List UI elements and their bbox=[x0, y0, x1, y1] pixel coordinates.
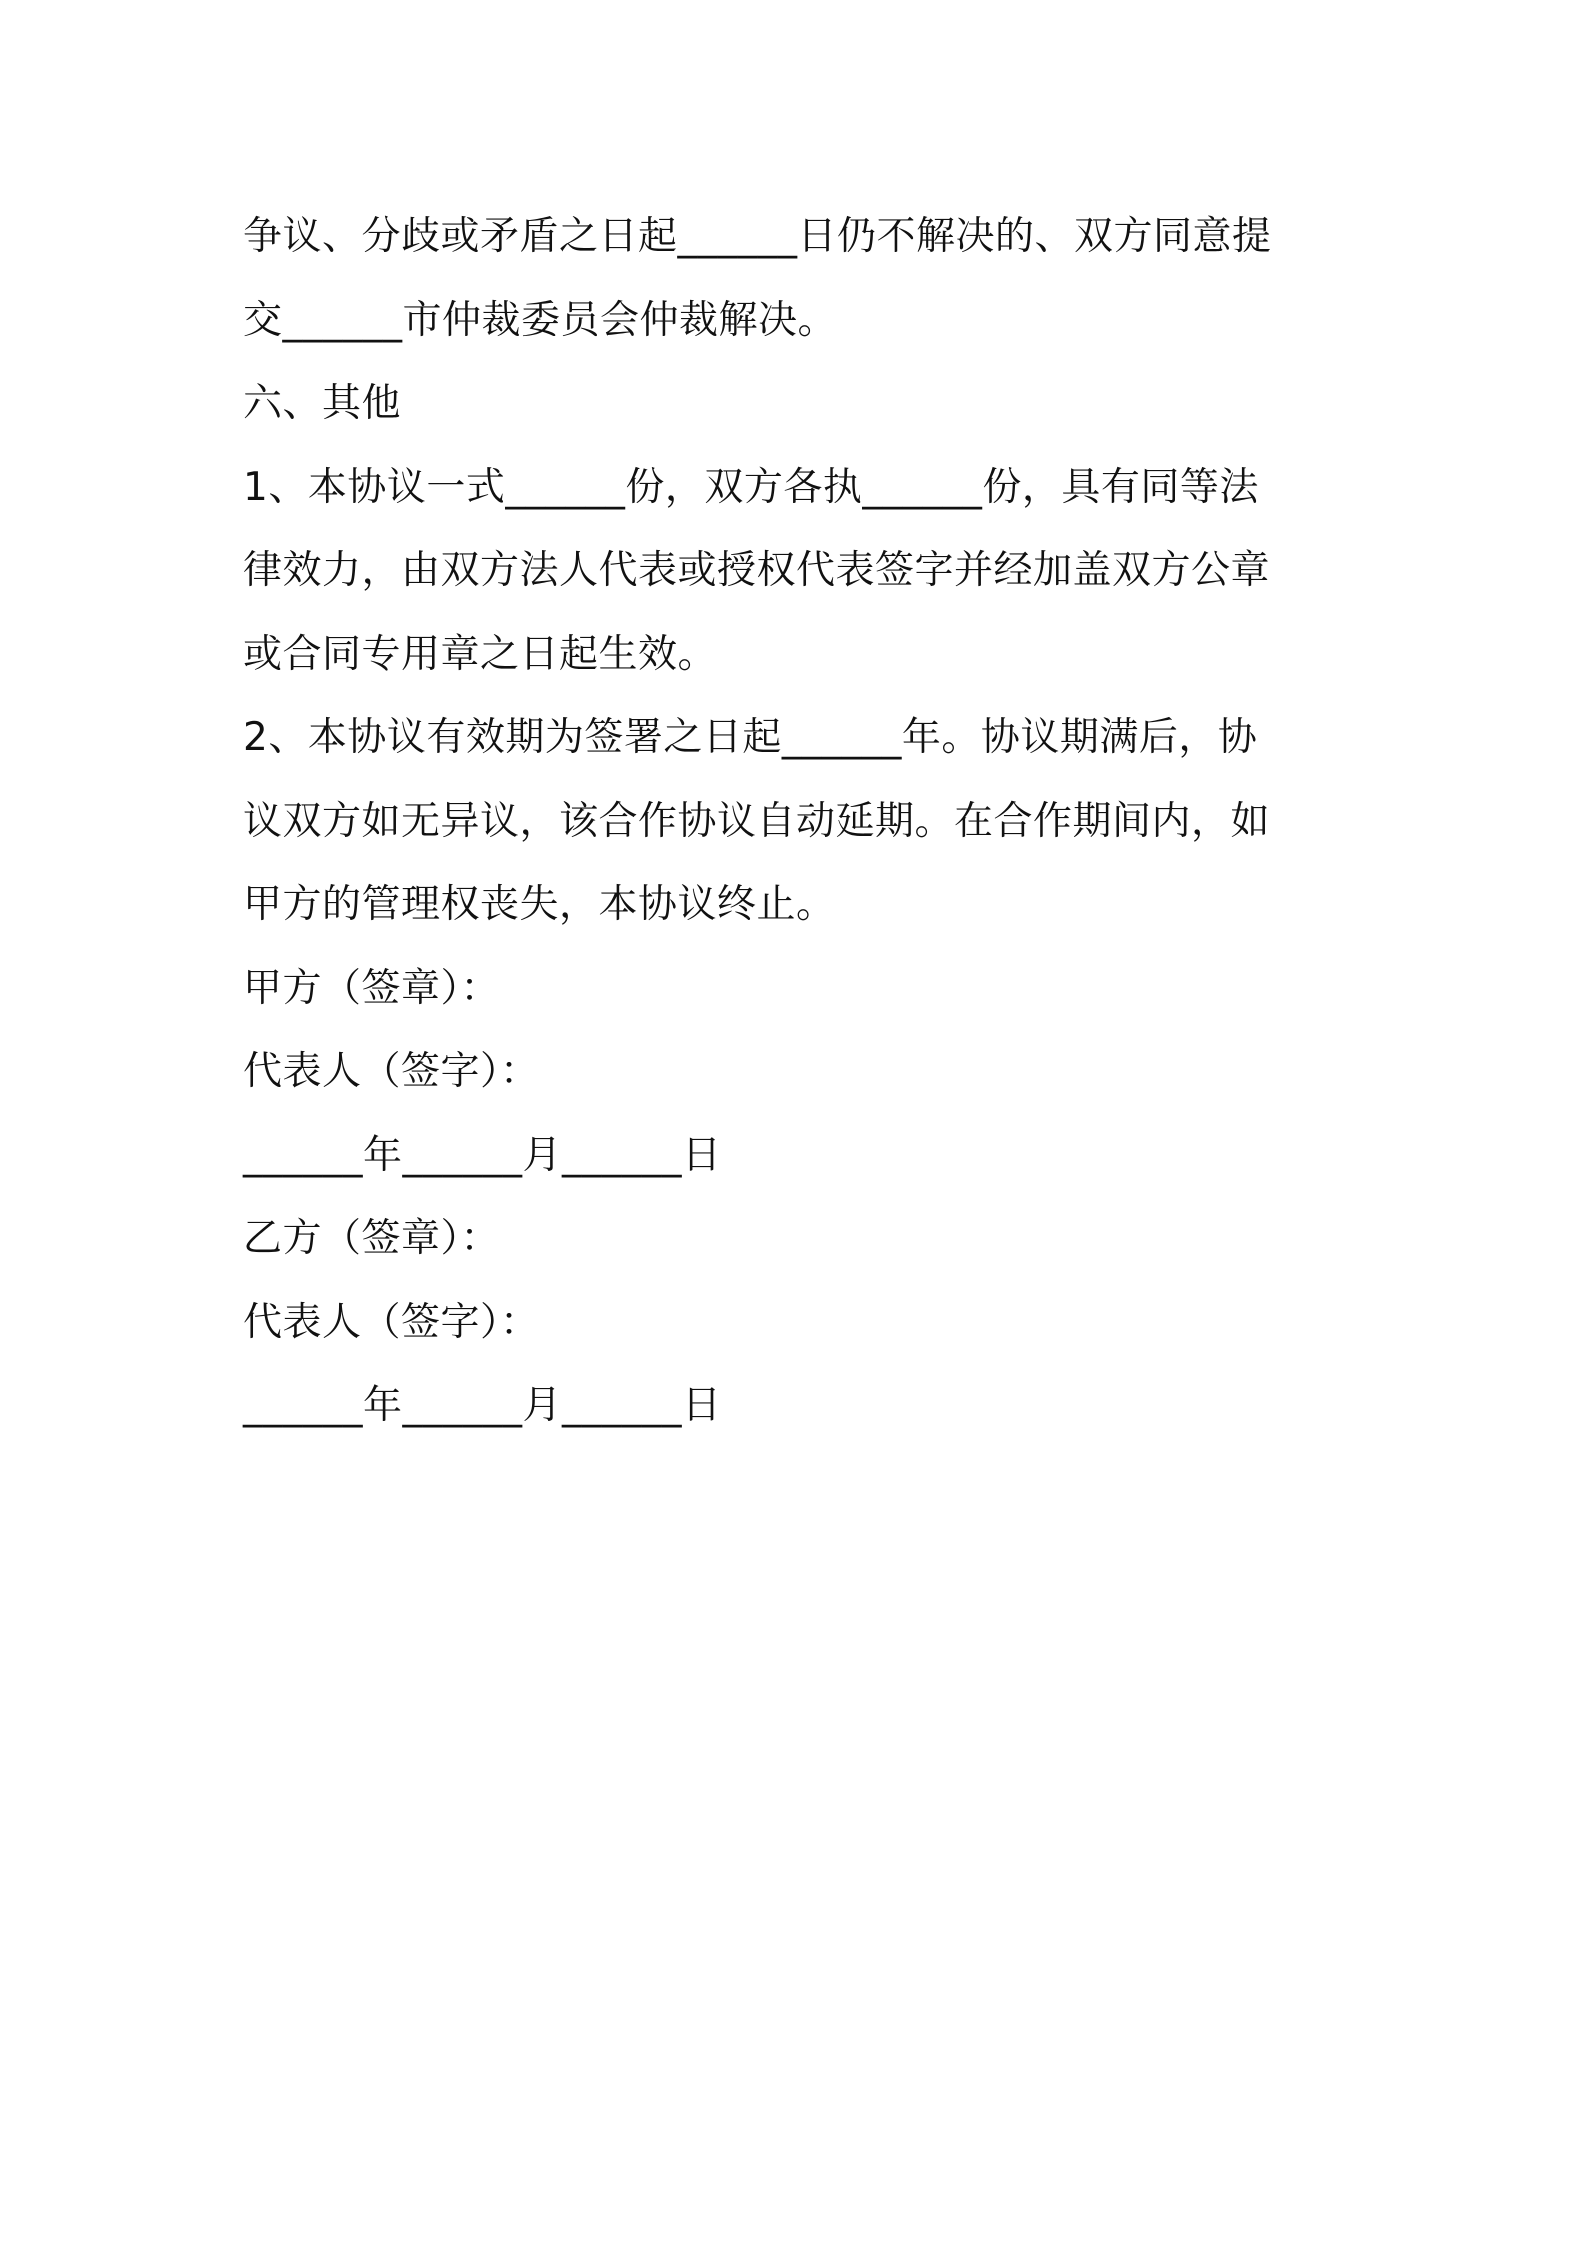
section-heading-other: 六、其他 bbox=[243, 381, 402, 426]
paragraph-line-arbitration-1: 争议、分歧或矛盾之日起______日仍不解决的、双方同意提 bbox=[243, 214, 1272, 259]
document-body bbox=[243, 195, 1363, 1448]
clause-2-line-1: 2、本协议有效期为签署之日起______年。协议期满后，协 bbox=[243, 715, 1258, 760]
party-a-representative-label: 代表人（签字）： bbox=[243, 1049, 540, 1094]
clause-1-line-3: 或合同专用章之日起生效。 bbox=[243, 631, 718, 677]
clause-1-line-2: 律效力，由双方法人代表或授权代表签字并经加盖双方公章 bbox=[243, 548, 1271, 593]
party-b-date-line: ______年______月______日 bbox=[243, 1383, 722, 1428]
clause-2-line-2: 议双方如无异议，该合作协议自动延期。在合作期间内，如 bbox=[243, 798, 1271, 844]
party-b-representative-label: 代表人（签字）： bbox=[243, 1299, 540, 1345]
paragraph-line-arbitration-2: 交______市仲裁委员会仲裁解决。 bbox=[243, 297, 838, 343]
clause-1-line-1: 1、本协议一式______份，双方各执______份，具有同等法 bbox=[243, 464, 1259, 510]
party-a-seal-label: 甲方（签章）： bbox=[243, 965, 501, 1011]
clause-2-line-3: 甲方的管理权丧失，本协议终止。 bbox=[243, 882, 836, 927]
party-a-date-line: ______年______月______日 bbox=[243, 1132, 722, 1178]
party-b-seal-label: 乙方（签章）： bbox=[243, 1216, 501, 1261]
